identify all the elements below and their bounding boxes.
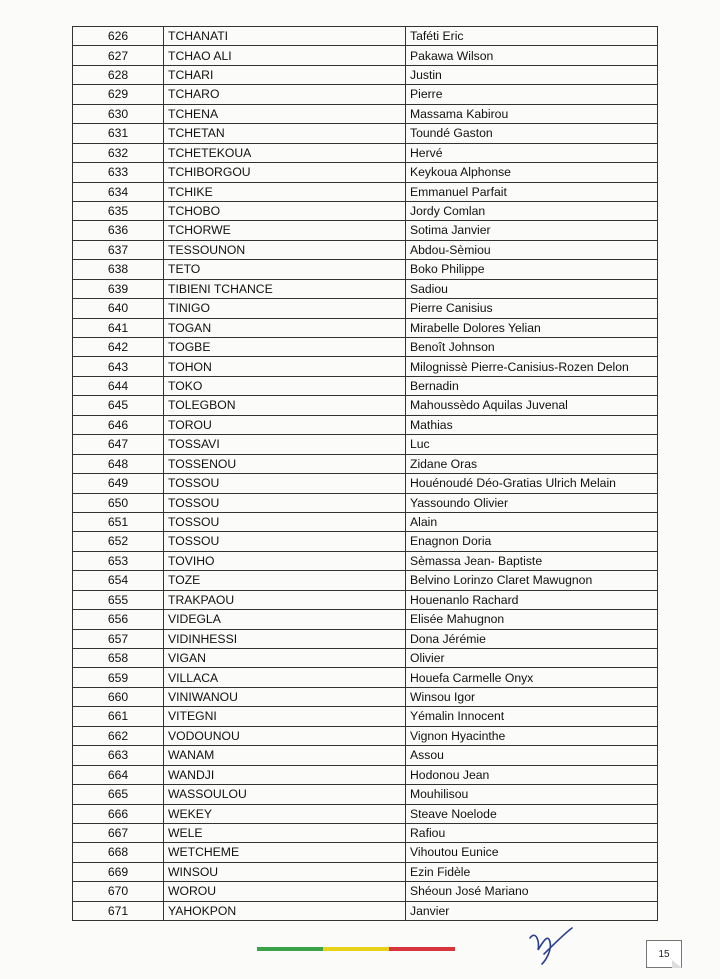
table-row (73, 882, 658, 901)
last-name: TOVIHO (164, 551, 406, 570)
table-row (73, 823, 658, 842)
last-name: TOSSENOU (164, 454, 406, 473)
last-name: TRAKPAOU (164, 590, 406, 609)
first-names: Enagnon Doria (406, 532, 658, 551)
row-number: 633 (73, 163, 164, 182)
table-row (73, 85, 658, 104)
row-number: 662 (73, 726, 164, 745)
table-row (73, 493, 658, 512)
first-names: Zidane Oras (406, 454, 658, 473)
row-number: 667 (73, 823, 164, 842)
table-row (73, 687, 658, 706)
first-names: Alain (406, 512, 658, 531)
last-name: VIDINHESSI (164, 629, 406, 648)
table-row (73, 318, 658, 337)
table-row (73, 221, 658, 240)
row-number: 660 (73, 687, 164, 706)
row-number: 654 (73, 571, 164, 590)
names-table-body (73, 27, 658, 921)
first-names: Dona Jérémie (406, 629, 658, 648)
table-row (73, 649, 658, 668)
row-number: 664 (73, 765, 164, 784)
last-name: TCHARI (164, 65, 406, 84)
table-row (73, 104, 658, 123)
table-row (73, 474, 658, 493)
row-number: 657 (73, 629, 164, 648)
first-names: Houenanlo Rachard (406, 590, 658, 609)
table-row (73, 532, 658, 551)
flag-stripe (257, 947, 455, 951)
table-row (73, 46, 658, 65)
last-name: TCHANATI (164, 27, 406, 46)
row-number: 628 (73, 65, 164, 84)
last-name: VIDEGLA (164, 610, 406, 629)
table-row (73, 65, 658, 84)
first-names: Mahoussèdo Aquilas Juvenal (406, 396, 658, 415)
row-number: 670 (73, 882, 164, 901)
last-name: TCHENA (164, 104, 406, 123)
table-row (73, 163, 658, 182)
table-row (73, 124, 658, 143)
first-names: Vihoutou Eunice (406, 843, 658, 862)
last-name: TOGBE (164, 338, 406, 357)
last-name: TCHOBO (164, 201, 406, 220)
table-row (73, 279, 658, 298)
row-number: 635 (73, 201, 164, 220)
first-names: Benoît Johnson (406, 338, 658, 357)
table-row (73, 901, 658, 920)
table-row (73, 610, 658, 629)
last-name: TOLEGBON (164, 396, 406, 415)
first-names: Olivier (406, 649, 658, 668)
first-names: Bernadin (406, 376, 658, 395)
table-row (73, 435, 658, 454)
last-name: WELE (164, 823, 406, 842)
last-name: WANAM (164, 746, 406, 765)
first-names: Justin (406, 65, 658, 84)
table-row (73, 512, 658, 531)
last-name: TIBIENI TCHANCE (164, 279, 406, 298)
last-name: TOKO (164, 376, 406, 395)
row-number: 665 (73, 785, 164, 804)
first-names: Houénoudé Déo-Gratias Ulrich Melain (406, 474, 658, 493)
last-name: TCHORWE (164, 221, 406, 240)
first-names: Janvier (406, 901, 658, 920)
first-names: Mouhilisou (406, 785, 658, 804)
row-number: 630 (73, 104, 164, 123)
last-name: YAHOKPON (164, 901, 406, 920)
row-number: 638 (73, 260, 164, 279)
first-names: Taféti Eric (406, 27, 658, 46)
row-number: 656 (73, 610, 164, 629)
row-number: 644 (73, 376, 164, 395)
row-number: 636 (73, 221, 164, 240)
row-number: 639 (73, 279, 164, 298)
row-number: 661 (73, 707, 164, 726)
first-names: Milognissè Pierre-Canisius-Rozen Delon (406, 357, 658, 376)
first-names: Mirabelle Dolores Yelian (406, 318, 658, 337)
row-number: 631 (73, 124, 164, 143)
table-row (73, 862, 658, 881)
first-names: Boko Philippe (406, 260, 658, 279)
table-row (73, 785, 658, 804)
last-name: WETCHEME (164, 843, 406, 862)
flag-stripe-red (389, 947, 455, 951)
first-names: Pakawa Wilson (406, 46, 658, 65)
table-row (73, 357, 658, 376)
table-row (73, 338, 658, 357)
last-name: VINIWANOU (164, 687, 406, 706)
last-name: TOSSOU (164, 474, 406, 493)
table-row (73, 746, 658, 765)
table-row (73, 396, 658, 415)
names-table (72, 26, 658, 921)
table-row (73, 376, 658, 395)
last-name: WASSOULOU (164, 785, 406, 804)
first-names: Vignon Hyacinthe (406, 726, 658, 745)
first-names: Jordy Comlan (406, 201, 658, 220)
first-names: Hodonou Jean (406, 765, 658, 784)
first-names: Houefa Carmelle Onyx (406, 668, 658, 687)
first-names: Abdou-Sèmiou (406, 240, 658, 259)
first-names: Emmanuel Parfait (406, 182, 658, 201)
table-row (73, 415, 658, 434)
row-number: 663 (73, 746, 164, 765)
row-number: 649 (73, 474, 164, 493)
table-row (73, 571, 658, 590)
row-number: 643 (73, 357, 164, 376)
table-row (73, 629, 658, 648)
page-number: 15 (658, 948, 670, 960)
row-number: 668 (73, 843, 164, 862)
first-names: Mathias (406, 415, 658, 434)
table-row (73, 240, 658, 259)
last-name: TCHETAN (164, 124, 406, 143)
last-name: TOGAN (164, 318, 406, 337)
row-number: 669 (73, 862, 164, 881)
first-names: Winsou Igor (406, 687, 658, 706)
first-names: Sèmassa Jean- Baptiste (406, 551, 658, 570)
row-number: 626 (73, 27, 164, 46)
row-number: 642 (73, 338, 164, 357)
first-names: Yémalin Innocent (406, 707, 658, 726)
table-row (73, 454, 658, 473)
row-number: 641 (73, 318, 164, 337)
first-names: Luc (406, 435, 658, 454)
table-row (73, 201, 658, 220)
last-name: TOZE (164, 571, 406, 590)
row-number: 640 (73, 299, 164, 318)
last-name: TCHETEKOUA (164, 143, 406, 162)
table-row (73, 843, 658, 862)
table-row (73, 590, 658, 609)
last-name: TCHARO (164, 85, 406, 104)
first-names: Elisée Mahugnon (406, 610, 658, 629)
table-row (73, 27, 658, 46)
first-names: Belvino Lorinzo Claret Mawugnon (406, 571, 658, 590)
table-row (73, 668, 658, 687)
last-name: TOSSOU (164, 512, 406, 531)
row-number: 648 (73, 454, 164, 473)
last-name: VIGAN (164, 649, 406, 668)
page-number-box (646, 940, 682, 968)
last-name: TCHAO ALI (164, 46, 406, 65)
row-number: 632 (73, 143, 164, 162)
row-number: 655 (73, 590, 164, 609)
last-name: WEKEY (164, 804, 406, 823)
last-name: TOSSAVI (164, 435, 406, 454)
row-number: 647 (73, 435, 164, 454)
last-name: TOSSOU (164, 493, 406, 512)
row-number: 646 (73, 415, 164, 434)
table-row (73, 551, 658, 570)
table-row (73, 143, 658, 162)
first-names: Yassoundo Olivier (406, 493, 658, 512)
table-row (73, 804, 658, 823)
last-name: TETO (164, 260, 406, 279)
first-names: Ezin Fidèle (406, 862, 658, 881)
row-number: 627 (73, 46, 164, 65)
last-name: WINSOU (164, 862, 406, 881)
row-number: 666 (73, 804, 164, 823)
first-names: Rafiou (406, 823, 658, 842)
last-name: TOHON (164, 357, 406, 376)
last-name: TCHIBORGOU (164, 163, 406, 182)
last-name: TCHIKE (164, 182, 406, 201)
first-names: Sadiou (406, 279, 658, 298)
last-name: VODOUNOU (164, 726, 406, 745)
first-names: Assou (406, 746, 658, 765)
row-number: 634 (73, 182, 164, 201)
first-names: Toundé Gaston (406, 124, 658, 143)
flag-stripe-green (257, 947, 323, 951)
table-row (73, 765, 658, 784)
signature-mark (526, 924, 576, 968)
last-name: TOROU (164, 415, 406, 434)
first-names: Hervé (406, 143, 658, 162)
table-row (73, 182, 658, 201)
row-number: 651 (73, 512, 164, 531)
table-row (73, 726, 658, 745)
flag-stripe-yellow (323, 947, 389, 951)
first-names: Shéoun José Mariano (406, 882, 658, 901)
first-names: Steave Noelode (406, 804, 658, 823)
last-name: VILLACA (164, 668, 406, 687)
last-name: VITEGNI (164, 707, 406, 726)
first-names: Sotima Janvier (406, 221, 658, 240)
row-number: 645 (73, 396, 164, 415)
row-number: 659 (73, 668, 164, 687)
last-name: TESSOUNON (164, 240, 406, 259)
table-row (73, 707, 658, 726)
last-name: TOSSOU (164, 532, 406, 551)
table-row (73, 299, 658, 318)
first-names: Pierre (406, 85, 658, 104)
row-number: 671 (73, 901, 164, 920)
row-number: 629 (73, 85, 164, 104)
row-number: 653 (73, 551, 164, 570)
row-number: 658 (73, 649, 164, 668)
row-number: 637 (73, 240, 164, 259)
table-row (73, 260, 658, 279)
row-number: 652 (73, 532, 164, 551)
last-name: WANDJI (164, 765, 406, 784)
first-names: Pierre Canisius (406, 299, 658, 318)
row-number: 650 (73, 493, 164, 512)
first-names: Massama Kabirou (406, 104, 658, 123)
last-name: TINIGO (164, 299, 406, 318)
last-name: WOROU (164, 882, 406, 901)
first-names: Keykoua Alphonse (406, 163, 658, 182)
